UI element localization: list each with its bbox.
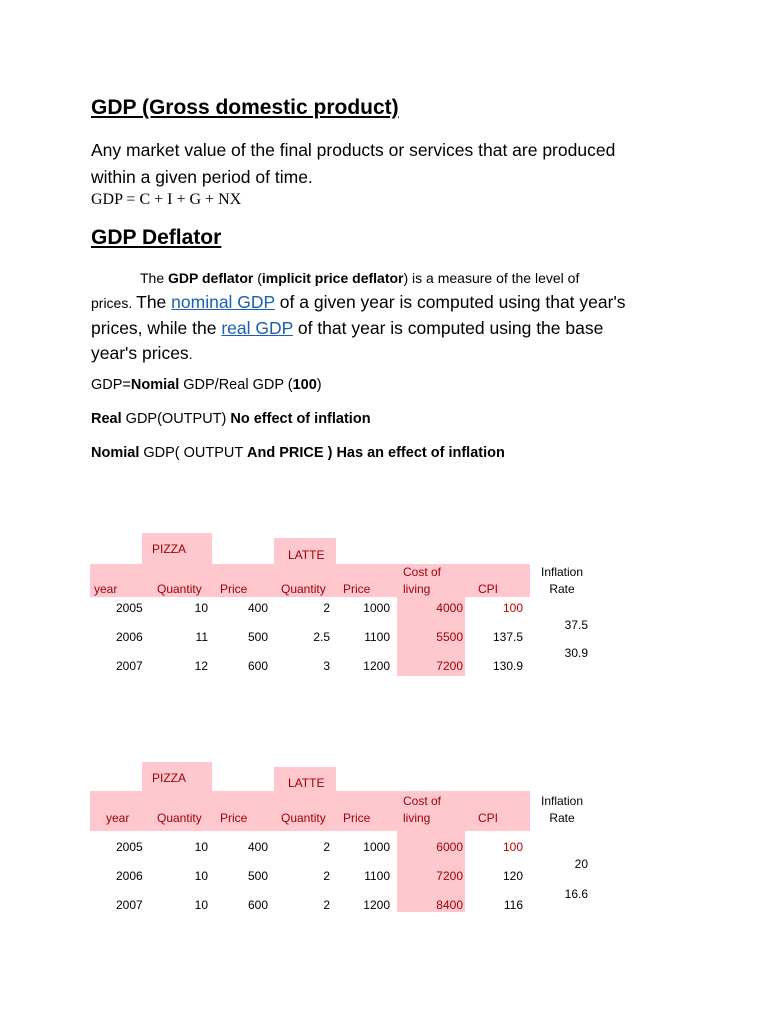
real-gdp-note	[91, 411, 371, 427]
gdp-definition-line-1: Any market value of the final products or services that are produced	[91, 140, 616, 160]
table-row-year: 2006	[116, 869, 143, 883]
table-row-latte-quantity: 3	[323, 659, 330, 673]
formula-text: GDP=	[91, 377, 131, 393]
table-row-pizza-price: 400	[247, 601, 268, 615]
table-row-cpi: 130.9	[492, 659, 523, 673]
formula-text: )	[316, 377, 322, 393]
col-cost-of-living-header-line-2: living	[403, 582, 431, 596]
col-inflation-header-line-1: Inflation	[540, 794, 584, 808]
deflator-text: ) is a measure of the level of	[403, 270, 580, 286]
table-row-latte-quantity: 2	[323, 840, 330, 854]
deflator-text: year's prices	[91, 343, 189, 363]
note-text: GDP(OUTPUT)	[125, 411, 231, 427]
deflator-paragraph-line-1	[140, 270, 579, 286]
table-row-pizza-price: 600	[247, 659, 268, 673]
deflator-paragraph-line-3	[91, 318, 603, 339]
formula-text: Nomial	[130, 377, 184, 393]
table-row-cpi: 116	[503, 898, 523, 912]
deflator-paragraph-line-2	[91, 292, 626, 313]
table-row-year: 2006	[116, 630, 143, 644]
table-row-latte-quantity: 2	[323, 601, 330, 615]
inflation-rate-value: 16.6	[564, 887, 588, 901]
nominal-gdp-link[interactable]: nominal GDP	[171, 292, 275, 312]
note-text: Nomial	[91, 445, 144, 461]
deflator-text: The	[140, 270, 169, 286]
latte-group-header: LATTE	[274, 767, 336, 791]
gdp-ratio-formula	[91, 377, 322, 393]
col-cost-of-living-header-line-2: living	[403, 811, 431, 825]
real-gdp-link[interactable]: real GDP	[221, 318, 293, 338]
table-row-cost-of-living: 5500	[436, 630, 463, 644]
col-latte-price-header: Price	[343, 811, 371, 825]
table-row-cpi: 100	[502, 840, 523, 854]
table-row-pizza-quantity: 12	[194, 659, 208, 673]
deflator-term: GDP deflator	[168, 270, 254, 286]
table-row-latte-price: 1000	[363, 601, 390, 615]
table-row-latte-price: 1000	[363, 840, 390, 854]
col-cpi-header: CPI	[478, 582, 499, 596]
inflation-rate-value: 30.9	[564, 646, 588, 660]
table-row-latte-price: 1200	[363, 898, 390, 912]
table-row-cpi: 100	[502, 601, 523, 615]
price-table-2	[90, 762, 600, 914]
deflator-alt-term: implicit price deflator	[261, 270, 404, 286]
table-row-year: 2007	[116, 898, 143, 912]
deflator-text: of a given year is computed using that year's	[274, 292, 626, 312]
price-table-1	[90, 533, 600, 678]
table-row-pizza-quantity: 10	[194, 601, 208, 615]
table-row-pizza-price: 600	[247, 898, 268, 912]
latte-group-header: LATTE	[274, 538, 336, 565]
deflator-text: prices, while the	[91, 318, 222, 338]
table-row-pizza-quantity: 10	[194, 869, 208, 883]
pizza-group-header: PIZZA	[142, 762, 212, 791]
table-row-cost-of-living: 4000	[436, 601, 463, 615]
table-row-pizza-quantity: 11	[195, 630, 208, 644]
col-year-header: year	[94, 582, 118, 596]
col-pizza-price-header: Price	[220, 582, 248, 596]
nominal-gdp-note	[91, 445, 505, 461]
table-row-year: 2007	[116, 659, 143, 673]
gdp-heading: GDP (Gross domestic product)	[91, 96, 399, 119]
table-row-latte-quantity: 2	[323, 869, 330, 883]
inflation-rate-value: 37.5	[564, 618, 588, 632]
deflator-text: The	[136, 292, 172, 312]
col-pizza-quantity-header: Quantity	[157, 582, 202, 596]
table-row-pizza-quantity: 10	[194, 840, 208, 854]
gdp-definition-line-2: within a given period of time.	[91, 167, 313, 187]
note-text: And PRICE )	[247, 445, 337, 461]
table-row-cpi: 137.5	[492, 630, 523, 644]
pizza-group-header: PIZZA	[142, 533, 212, 565]
note-text: GDP( OUTPUT	[143, 445, 248, 461]
table-row-latte-price: 1100	[364, 869, 390, 883]
deflator-text: prices.	[91, 295, 137, 311]
gdp-formula: GDP = C + I + G + NX	[91, 191, 242, 208]
table-row-pizza-quantity: 10	[194, 898, 208, 912]
col-inflation-header-line-2: Rate	[549, 582, 575, 596]
col-cost-of-living-header-line-1: Cost of	[403, 565, 442, 579]
table-row-latte-price: 1200	[363, 659, 390, 673]
deflator-text: of that year is computed using the base	[293, 318, 604, 338]
col-inflation-header-line-1: Inflation	[540, 565, 584, 579]
col-inflation-header-line-2: Rate	[549, 811, 575, 825]
formula-text: 100	[292, 377, 317, 393]
inflation-rate-value: 20	[574, 857, 588, 871]
col-pizza-price-header: Price	[220, 811, 248, 825]
table-row-cost-of-living: 6000	[436, 840, 463, 854]
table-row-cpi: 120	[502, 869, 523, 883]
deflator-text: .	[188, 346, 193, 362]
deflator-paragraph-line-4	[91, 343, 193, 364]
table-row-latte-quantity: 2	[323, 898, 330, 912]
table-row-year: 2005	[116, 840, 143, 854]
table-row-cost-of-living: 8400	[436, 898, 463, 912]
table-row-pizza-price: 500	[247, 630, 268, 644]
table-row-latte-quantity: 2.5	[313, 630, 330, 644]
col-cpi-header: CPI	[478, 811, 499, 825]
table-row-pizza-price: 500	[247, 869, 268, 883]
col-year-header: year	[106, 811, 130, 825]
formula-text: GDP/Real GDP (	[183, 377, 293, 393]
col-cost-of-living-header-line-1: Cost of	[403, 794, 442, 808]
col-latte-price-header: Price	[343, 582, 371, 596]
note-text: Has an effect of inflation	[336, 445, 505, 461]
deflator-text: (	[253, 270, 262, 286]
table-row-year: 2005	[116, 601, 143, 615]
table-row-cost-of-living: 7200	[436, 869, 463, 883]
col-pizza-quantity-header: Quantity	[157, 811, 202, 825]
table-row-pizza-price: 400	[247, 840, 268, 854]
note-text: Real	[91, 411, 126, 427]
note-text: No effect of inflation	[230, 411, 371, 427]
table-row-cost-of-living: 7200	[436, 659, 463, 673]
col-latte-quantity-header: Quantity	[281, 582, 326, 596]
col-latte-quantity-header: Quantity	[281, 811, 326, 825]
table-row-latte-price: 1100	[364, 630, 390, 644]
gdp-deflator-heading: GDP Deflator	[91, 226, 222, 249]
